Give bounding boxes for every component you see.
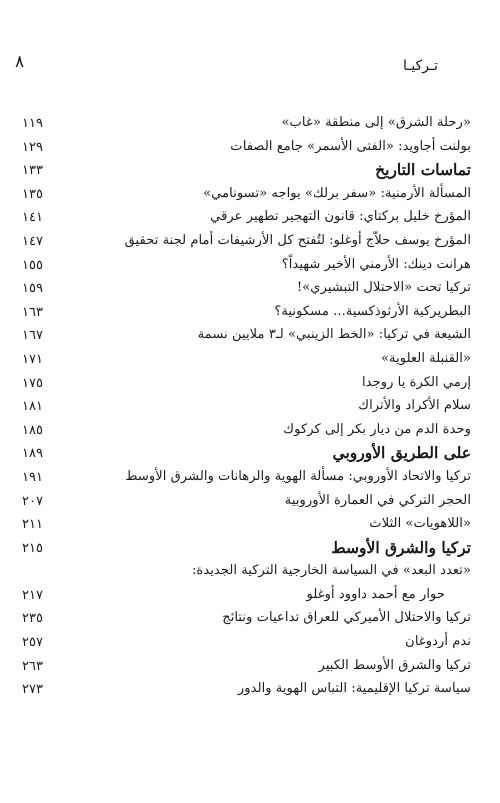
toc-entry bbox=[0, 607, 500, 631]
toc-entry bbox=[0, 560, 500, 584]
running-title: تـركيـا bbox=[403, 58, 438, 74]
toc-entry bbox=[0, 136, 500, 160]
toc-entry bbox=[0, 301, 500, 325]
toc-entry-page: ٢٠٧ bbox=[22, 493, 43, 509]
toc-entry-page: ١٤٧ bbox=[22, 233, 43, 249]
toc-entry bbox=[0, 419, 500, 443]
page-header bbox=[0, 48, 500, 78]
toc-entry-title: «القنبلة العلوية» bbox=[380, 350, 471, 366]
table-of-contents bbox=[0, 112, 500, 702]
toc-entry bbox=[0, 678, 500, 702]
toc-entry-page: ١١٩ bbox=[22, 116, 43, 131]
toc-entry-page: ١٧٥ bbox=[22, 375, 43, 391]
toc-entry-page: ١٥٩ bbox=[22, 281, 43, 297]
toc-entry-title: سلام الأكراد والأتراك bbox=[358, 398, 471, 414]
toc-entry-title: بولنت أجاويد: «الفتى الأسمر» جامع الصفات bbox=[230, 138, 471, 154]
toc-section-heading bbox=[0, 537, 500, 561]
toc-entry-title: البطريركية الأرثوذكسية... مسكونية؟ bbox=[274, 303, 471, 319]
toc-entry-page: ١٥٥ bbox=[22, 257, 43, 273]
toc-entry bbox=[0, 466, 500, 490]
toc-entry-title: «رحلة الشرق» إلى منطقة «غاب» bbox=[281, 115, 471, 130]
page-number: ٨ bbox=[15, 52, 25, 72]
toc-entry bbox=[0, 631, 500, 655]
toc-entry bbox=[0, 230, 500, 254]
toc-entry-title: «تعدد البعد» في السياسة الخارجية التركية الجديدة: bbox=[191, 563, 471, 579]
toc-entry-page: ٢٧٣ bbox=[22, 682, 43, 698]
toc-entry-title: على الطريق الأوروبي bbox=[332, 443, 471, 463]
toc-entry bbox=[0, 395, 500, 419]
toc-entry-title: وحدة الدم من ديار بكر إلى كركوك bbox=[283, 421, 471, 437]
toc-entry-page: ١٦٧ bbox=[22, 328, 43, 344]
toc-entry-page: ١٢٩ bbox=[22, 139, 43, 155]
toc-entry bbox=[0, 112, 500, 136]
toc-entry bbox=[0, 490, 500, 514]
toc-entry-page: ١٩١ bbox=[22, 469, 43, 485]
toc-entry-title: هرانت دينك: الأرمني الأخير شهيداً؟ bbox=[281, 256, 471, 272]
toc-entry-page: ٢١٥ bbox=[22, 540, 43, 556]
toc-entry-title: المؤرخ خليل بركتاي: قانون التهجير تطهير عرقي bbox=[210, 209, 471, 225]
toc-entry-page: ٢١٧ bbox=[22, 587, 43, 603]
toc-entry bbox=[0, 348, 500, 372]
toc-entry bbox=[0, 277, 500, 301]
toc-section-heading bbox=[0, 159, 500, 183]
toc-entry-page: ١٨٥ bbox=[22, 422, 43, 438]
toc-entry-title: ندم أردوغان bbox=[405, 634, 471, 650]
toc-entry-page: ١٨١ bbox=[22, 399, 43, 415]
toc-entry-title: تماسات التاريخ bbox=[375, 160, 471, 180]
toc-entry bbox=[0, 372, 500, 396]
toc-entry bbox=[0, 584, 500, 608]
toc-entry-page: ١٤١ bbox=[22, 210, 43, 226]
toc-entry bbox=[0, 324, 500, 348]
toc-entry bbox=[0, 513, 500, 537]
toc-section-heading bbox=[0, 442, 500, 466]
toc-entry-title: سياسة تركيا الإقليمية: التباس الهوية والدور bbox=[237, 681, 471, 697]
toc-entry-title: إرمي الكرة يا روجدا bbox=[362, 374, 471, 390]
toc-entry-title: تركيا والاتحاد الأوروبي: مسألة الهوية والرهانات والشرق الأوسط bbox=[125, 468, 471, 484]
toc-entry-title: «اللاهويات» الثلاث bbox=[369, 516, 471, 532]
toc-entry-page: ١٣٣ bbox=[22, 163, 43, 179]
toc-entry bbox=[0, 206, 500, 230]
toc-entry-title: الشيعة في تركيا: «الخط الزينبي» لـ٣ ملايين نسمة bbox=[197, 327, 471, 343]
toc-entry-title: المسألة الأرمنية: «سفر برلك» يواجه «تسونامي» bbox=[203, 185, 471, 201]
toc-entry-title: تركيا والاحتلال الأميركي للعراق تداعيات ونتائج bbox=[222, 610, 471, 626]
toc-entry-page: ٢٣٥ bbox=[22, 611, 43, 627]
toc-entry-page: ١٣٥ bbox=[22, 186, 43, 202]
toc-entry-page: ٢١١ bbox=[22, 517, 43, 533]
toc-entry-page: ١٨٩ bbox=[22, 446, 43, 462]
toc-entry bbox=[0, 655, 500, 679]
toc-entry-page: ١٦٣ bbox=[22, 304, 43, 320]
toc-entry-title: المؤرخ يوسف حلاّج أوغلو: لتُفتح كل الأرشيفات أمام لجنة تحقيق bbox=[124, 232, 471, 248]
toc-entry-page: ٢٦٣ bbox=[22, 658, 43, 674]
toc-entry-title: حوار مع أحمد داوود أوغلو bbox=[306, 586, 445, 602]
toc-entry-title: الحجر التركي في العمارة الأوروبية bbox=[284, 492, 471, 508]
toc-entry-title: تركيا والشرق الأوسط bbox=[331, 537, 471, 557]
toc-entry-page: ٢٥٧ bbox=[22, 635, 43, 651]
toc-entry bbox=[0, 254, 500, 278]
toc-entry-page: ١٧١ bbox=[22, 351, 43, 367]
toc-entry bbox=[0, 183, 500, 207]
toc-entry-title: تركيا والشرق الأوسط الكبير bbox=[318, 657, 471, 673]
toc-entry-title: تركيا تحت «الاحتلال التبشيري»! bbox=[296, 280, 471, 296]
